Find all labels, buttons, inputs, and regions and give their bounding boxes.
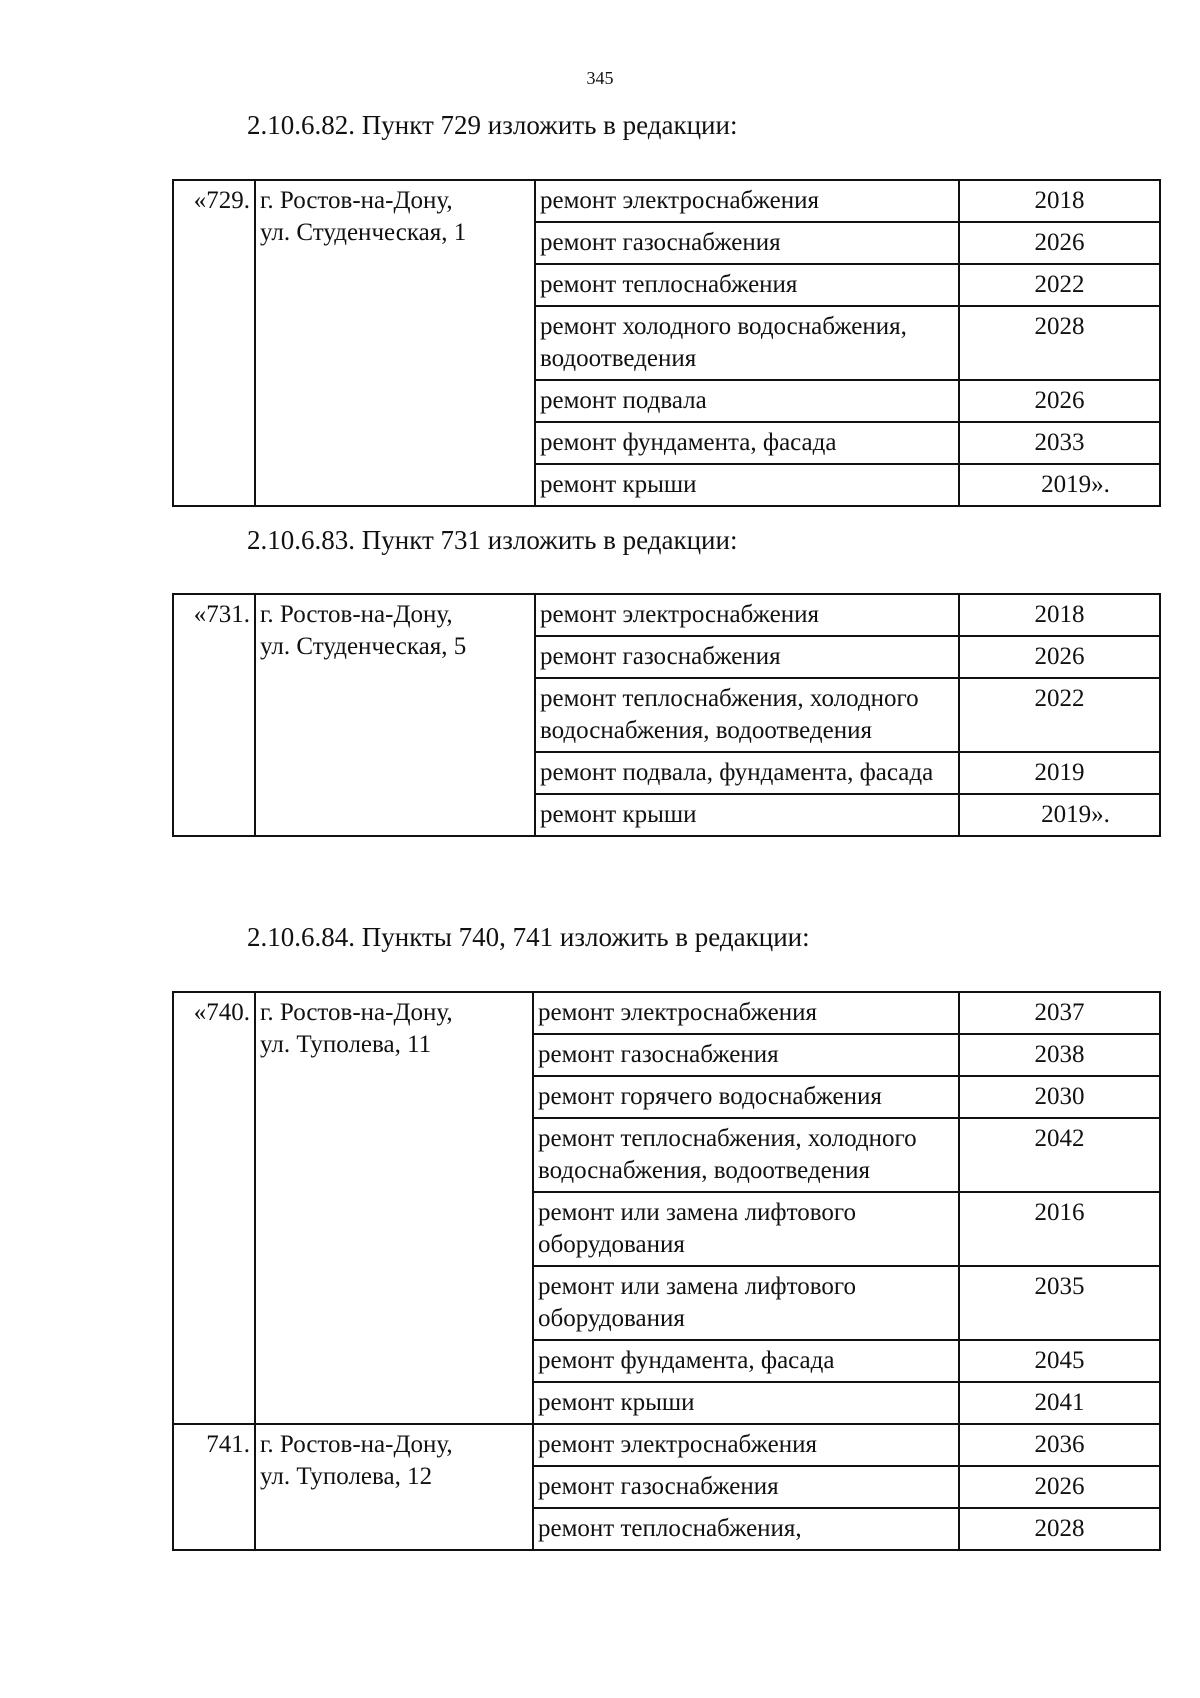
work-year: 2028 — [959, 306, 1160, 380]
work-year: 2018 — [959, 180, 1160, 222]
work-name: ремонт горячего водоснабжения — [533, 1076, 959, 1118]
item-number: «729. — [173, 180, 255, 506]
section-heading: 2.10.6.83. Пункт 731 изложить в редакции: — [247, 525, 738, 555]
work-year: 2026 — [959, 1466, 1160, 1508]
address-street: ул. Студенческая, 5 — [260, 633, 467, 660]
repair-table — [172, 593, 1161, 837]
work-year: 2042 — [959, 1118, 1160, 1192]
work-year: 2018 — [959, 594, 1160, 636]
section-heading: 2.10.6.84. Пункты 740, 741 изложить в редакции: — [247, 922, 810, 952]
work-name: ремонт фундамента, фасада — [535, 422, 959, 464]
work-year: 2028 — [959, 1508, 1160, 1550]
work-year: 2019». — [959, 464, 1160, 506]
work-name: ремонт подвала, фундамента, фасада — [535, 752, 959, 794]
work-name: ремонт или замена лифтового оборудования — [533, 1192, 959, 1266]
work-year: 2026 — [959, 380, 1160, 422]
item-number: «731. — [173, 594, 255, 836]
work-year: 2037 — [959, 992, 1160, 1034]
work-name: ремонт крыши — [533, 1382, 959, 1424]
address-city: г. Ростов-на-Дону, — [260, 999, 453, 1026]
work-year: 2016 — [959, 1192, 1160, 1266]
work-name: ремонт электроснабжения — [535, 594, 959, 636]
work-name: ремонт крыши — [535, 464, 959, 506]
item-address — [255, 594, 535, 836]
work-name: ремонт электроснабжения — [535, 180, 959, 222]
address-street: ул. Студенческая, 1 — [260, 219, 467, 246]
repair-table — [172, 179, 1161, 507]
item-address — [255, 1424, 533, 1550]
work-year: 2030 — [959, 1076, 1160, 1118]
address-city: г. Ростов-на-Дону, — [260, 601, 453, 628]
work-name: ремонт газоснабжения — [533, 1034, 959, 1076]
work-year: 2041 — [959, 1382, 1160, 1424]
work-name: ремонт крыши — [535, 794, 959, 836]
address-street: ул. Туполева, 11 — [260, 1031, 432, 1058]
work-name: ремонт теплоснабжения — [535, 264, 959, 306]
item-address — [255, 992, 533, 1424]
work-name: ремонт подвала — [535, 380, 959, 422]
work-name: ремонт электроснабжения — [533, 1424, 959, 1466]
address-city: г. Ростов-на-Дону, — [260, 187, 453, 214]
work-year: 2035 — [959, 1266, 1160, 1340]
work-year: 2022 — [959, 264, 1160, 306]
work-year: 2022 — [959, 678, 1160, 752]
repair-table — [172, 991, 1161, 1551]
work-name: ремонт теплоснабжения, холодного водоснабжения, водоотведения — [533, 1118, 959, 1192]
address-street: ул. Туполева, 12 — [260, 1463, 433, 1490]
work-year: 2036 — [959, 1424, 1160, 1466]
item-number: «740. — [173, 992, 255, 1424]
work-name: ремонт теплоснабжения, холодного водоснабжения, водоотведения — [535, 678, 959, 752]
work-name: ремонт электроснабжения — [533, 992, 959, 1034]
work-name: ремонт газоснабжения — [535, 636, 959, 678]
page-number: 345 — [586, 68, 614, 88]
work-name: ремонт газоснабжения — [533, 1466, 959, 1508]
item-number: 741. — [173, 1424, 255, 1550]
work-year: 2026 — [959, 636, 1160, 678]
work-year: 2033 — [959, 422, 1160, 464]
work-year: 2026 — [959, 222, 1160, 264]
work-name: ремонт газоснабжения — [535, 222, 959, 264]
work-name: ремонт теплоснабжения, — [533, 1508, 959, 1550]
work-year: 2045 — [959, 1340, 1160, 1382]
work-year: 2038 — [959, 1034, 1160, 1076]
address-city: г. Ростов-на-Дону, — [260, 1431, 453, 1458]
work-name: ремонт или замена лифтового оборудования — [533, 1266, 959, 1340]
item-address — [255, 180, 535, 506]
work-year: 2019 — [959, 752, 1160, 794]
work-year: 2019». — [959, 794, 1160, 836]
section-heading: 2.10.6.82. Пункт 729 изложить в редакции: — [247, 110, 738, 140]
work-name: ремонт холодного водоснабжения, водоотведения — [535, 306, 959, 380]
work-name: ремонт фундамента, фасада — [533, 1340, 959, 1382]
